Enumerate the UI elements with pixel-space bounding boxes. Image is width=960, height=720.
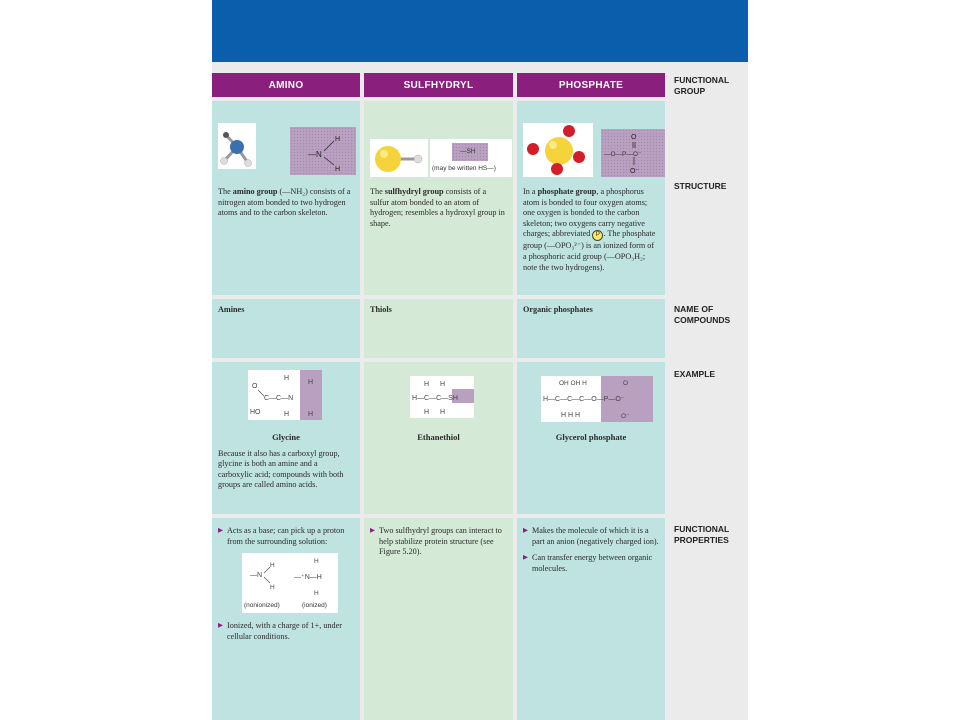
phosphate-formula-box — [601, 129, 665, 177]
svg-text:H: H — [314, 558, 319, 566]
header-phosphate: PHOSPHATE — [517, 73, 665, 97]
header-amino: AMINO — [212, 73, 360, 97]
nonionized-label: (nonionized) — [244, 602, 280, 610]
svg-text:H: H — [335, 136, 341, 143]
glycerol-phosphate-caption: Glycerol phosphate — [555, 432, 627, 442]
sulfhydryl-note: (may be written HS—) — [432, 165, 496, 172]
ethanethiol-molecule-icon — [410, 376, 474, 418]
svg-text:H H H: H H H — [561, 412, 581, 419]
structure-amino-cell — [212, 101, 360, 295]
compound-organic-phosphates: Organic phosphates — [517, 299, 665, 358]
ethanethiol-structure — [410, 376, 474, 418]
phosphate-abbreviation-icon: P — [592, 230, 603, 241]
amino-structure-figure — [218, 107, 354, 177]
label-functional-group — [674, 75, 744, 97]
label-line: GROUP — [674, 86, 706, 96]
svg-text:OH OH H: OH OH H — [559, 380, 587, 387]
sulfhydryl-ball-model — [370, 139, 428, 177]
svg-text:H: H — [314, 590, 319, 598]
properties-phosphate-cell — [517, 518, 665, 720]
amino-ball-model — [218, 123, 256, 169]
glycerol-phosphate-structure — [541, 376, 653, 422]
compound-thiols: Thiols — [364, 299, 513, 358]
phosphate-structure-text — [523, 187, 659, 273]
svg-text:H: H — [308, 411, 314, 418]
glycine-figure — [218, 368, 354, 424]
top-banner — [212, 0, 748, 62]
glycine-caption: Glycine — [272, 432, 300, 442]
amino-formula-box — [290, 127, 356, 175]
glycerol-phosphate-figure — [523, 368, 659, 424]
sulfhydryl-property-1: ▶ Two sulfhydryl groups can interact to help stabilize protein structure (see Figure 5.20). — [370, 526, 507, 558]
term-phosphate-group: phosphate group — [537, 187, 597, 196]
svg-text:H: H — [308, 379, 314, 386]
svg-text:H: H — [424, 381, 430, 388]
svg-text:O⁻: O⁻ — [630, 168, 640, 175]
text-run: . The phosphate group (—OPO₃²⁻) is an ionized form of a phosphoric acid group (—OPO₃H₂; note the two hydrogens). — [523, 229, 656, 272]
text-run: In a — [523, 187, 538, 196]
amino-molecule-icon — [218, 123, 256, 169]
phosphate-molecule-icon — [523, 123, 593, 177]
svg-text:O⁻: O⁻ — [621, 413, 630, 420]
ethanethiol-figure — [370, 368, 507, 424]
svg-text:H—C—C—C—O—P—O⁻: H—C—C—C—O—P—O⁻ — [543, 396, 625, 403]
svg-text:H: H — [284, 375, 290, 382]
label-line: COMPOUNDS — [674, 315, 731, 325]
glycine-description: Because it also has a carboxyl group, glycine is both an amine and a carboxylic acid; compounds with both groups are called amino acids. — [218, 448, 344, 490]
amino-property-2: ▶ Ionized, with a charge of 1+, under cellular conditions. — [218, 621, 354, 642]
sulfhydryl-formula: —SH — [460, 148, 476, 155]
amino-formula-icon — [290, 127, 356, 175]
phosphate-ball-model — [523, 123, 593, 177]
sulfhydryl-molecule-icon — [370, 139, 428, 177]
ionized-label: (ionized) — [302, 602, 327, 610]
svg-text:H: H — [440, 381, 446, 388]
svg-text:H: H — [270, 584, 275, 592]
svg-text:H—C—C—SH: H—C—C—SH — [412, 395, 458, 402]
text-run: consists of a sulfur atom bonded to an atom of hydrogen; resembles a hydroxyl group in shape. — [370, 187, 505, 228]
svg-text:C—C—N: C—C—N — [264, 395, 294, 402]
phosphate-property-2: ▶ Can transfer energy between organic molecules. — [523, 553, 659, 574]
svg-text:H: H — [270, 562, 275, 570]
label-line: FUNCTIONAL — [674, 524, 730, 534]
svg-text:—⁺N—H: —⁺N—H — [294, 574, 322, 582]
sulfhydryl-structure-figure — [370, 107, 507, 177]
sulfhydryl-formula-frame — [430, 139, 512, 177]
phosphate-property-1: ▶ Makes the molecule of which it is a part an anion (negatively charged ion). — [523, 526, 659, 547]
svg-text:H: H — [424, 409, 430, 416]
sulfhydryl-structure-text — [370, 187, 507, 229]
label-example: EXAMPLE — [674, 369, 716, 379]
svg-text:—N: —N — [250, 572, 263, 580]
label-line: PROPERTIES — [674, 535, 729, 545]
svg-text:O: O — [252, 383, 258, 390]
text-run: (—NH₂) consists of a nitrogen atom bonded to two hydrogen atoms and to the carbon skeleton. — [218, 187, 351, 218]
label-name-of-compounds — [674, 304, 744, 326]
amino-ionization-diagram — [242, 553, 338, 613]
structure-sulfhydryl-cell — [364, 101, 513, 295]
glycine-molecule-icon — [248, 370, 322, 420]
svg-text:H: H — [440, 409, 446, 416]
amino-property-1: ▶ Acts as a base; can pick up a proton from the surrounding solution: — [218, 526, 354, 547]
text-run: , a phosphorus atom is bonded to four oxygen atoms; one oxygen is bonded to the carbon skeleton; two oxygens carry negative charges; abbreviated — [523, 187, 648, 239]
ethanethiol-caption: Ethanethiol — [417, 432, 460, 442]
phosphate-structure-figure — [523, 107, 659, 177]
example-sulfhydryl-cell — [364, 362, 513, 514]
label-line: NAME OF — [674, 304, 714, 314]
svg-text:HO: HO — [250, 409, 261, 416]
svg-text:O: O — [631, 134, 637, 141]
label-functional-properties — [674, 524, 744, 546]
properties-amino-cell — [212, 518, 360, 720]
text-run: The — [370, 187, 385, 196]
example-amino-cell — [212, 362, 360, 514]
term-sulfhydryl-group: sulfhydryl group — [384, 187, 444, 196]
compound-amines: Amines — [212, 299, 360, 358]
term-amino-group: amino group — [232, 187, 278, 196]
glycerol-phosphate-molecule-icon — [541, 376, 653, 422]
text-run: The — [218, 187, 233, 196]
example-phosphate-cell — [517, 362, 665, 514]
properties-sulfhydryl-cell — [364, 518, 513, 720]
amino-ionization-figure — [218, 553, 354, 615]
header-sulfhydryl: SULFHYDRYL — [364, 73, 513, 97]
label-line: FUNCTIONAL — [674, 75, 730, 85]
phosphate-formula: —O—P—O⁻ — [604, 151, 642, 158]
amino-structure-text — [218, 187, 354, 219]
label-structure: STRUCTURE — [674, 181, 727, 191]
svg-text:O: O — [623, 380, 629, 387]
glycine-structure — [248, 370, 322, 420]
structure-phosphate-cell — [517, 101, 665, 295]
svg-text:—N: —N — [308, 150, 322, 159]
sulfhydryl-formula-box — [452, 143, 488, 161]
svg-text:H: H — [335, 166, 341, 173]
svg-text:H: H — [284, 411, 290, 418]
amino-ionization-icon — [242, 553, 338, 599]
